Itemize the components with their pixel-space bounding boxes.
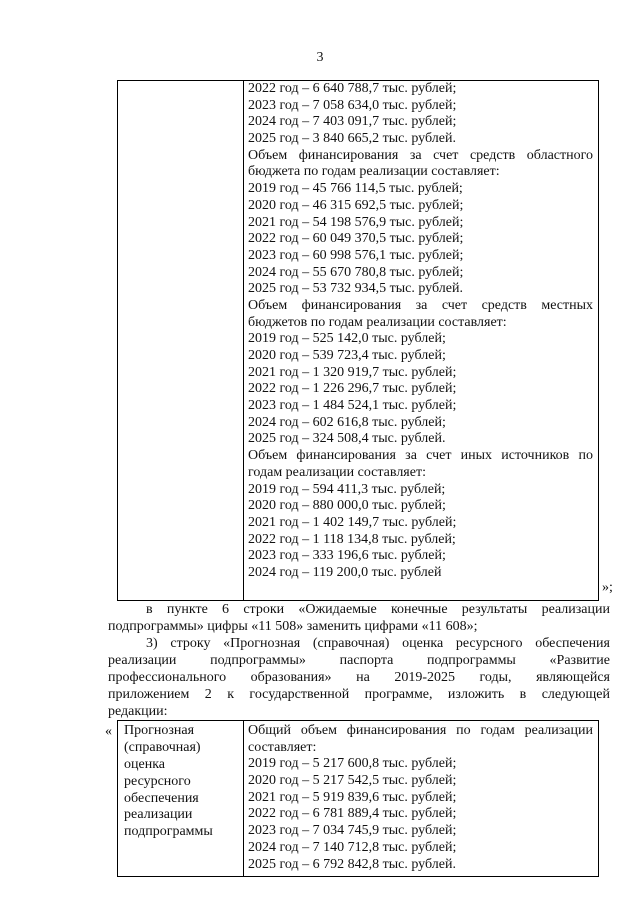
funding-text-cell bbox=[244, 81, 599, 601]
heading-line: подпрограммы bbox=[124, 824, 213, 840]
paragraph-line: подпрограммы» цифры «11 508» заменить цифрами «11 608»; bbox=[108, 619, 478, 634]
table-left-cell-empty bbox=[118, 81, 244, 601]
text-line: 2024 год – 55 670 780,8 тыс. рублей; bbox=[248, 264, 464, 280]
text-line: Объем финансирования за счет средств местных bbox=[248, 297, 593, 313]
heading-line: (справочная) bbox=[124, 739, 201, 755]
text-line: 2019 год – 5 217 600,8 тыс. рублей; bbox=[248, 756, 457, 772]
text-line: 2023 год – 333 196,6 тыс. рублей; bbox=[248, 548, 446, 564]
heading-line: реализации bbox=[124, 807, 193, 823]
text-line: бюджетов по годам реализации составляет: bbox=[248, 314, 507, 330]
funding-text-cell bbox=[244, 721, 599, 877]
text-line: 2022 год – 60 049 370,5 тыс. рублей; bbox=[248, 231, 464, 247]
text-line: 2021 год – 54 198 576,9 тыс. рублей; bbox=[248, 214, 464, 230]
text-line: 2025 год – 6 792 842,8 тыс. рублей. bbox=[248, 856, 456, 872]
text-line: 2019 год – 594 411,3 тыс. рублей; bbox=[248, 481, 446, 497]
text-line: 2023 год – 7 058 634,0 тыс. рублей; bbox=[248, 97, 457, 113]
text-line: 2020 год – 880 000,0 тыс. рублей; bbox=[248, 498, 446, 514]
text-line: 2024 год – 7 140 712,8 тыс. рублей; bbox=[248, 839, 457, 855]
text-line: 2022 год – 1 118 134,8 тыс. рублей; bbox=[248, 531, 456, 547]
text-line: 2022 год – 6 781 889,4 тыс. рублей; bbox=[248, 806, 457, 822]
row-heading-cell bbox=[118, 721, 244, 877]
text-line: 2020 год – 539 723,4 тыс. рублей; bbox=[248, 348, 446, 363]
opening-quote-mark: « bbox=[105, 724, 112, 739]
paragraph-item-6-change bbox=[108, 601, 610, 635]
page-number: 3 bbox=[316, 50, 324, 65]
text-line: 2021 год – 1 402 149,7 тыс. рублей; bbox=[248, 514, 457, 530]
paragraph-line: приложением 2 к государственной программе, изложить в следующей bbox=[108, 687, 610, 702]
text-line: 2025 год – 324 508,4 тыс. рублей. bbox=[248, 431, 446, 447]
text-line: 2022 год – 6 640 788,7 тыс. рублей; bbox=[248, 81, 457, 96]
text-line: 2019 год – 525 142,0 тыс. рублей; bbox=[248, 331, 446, 347]
text-line: Объем финансирования за счет иных источников по bbox=[248, 448, 593, 464]
text-line: бюджета по годам реализации составляет: bbox=[248, 164, 500, 180]
text-line: Объем финансирования за счет средств областного bbox=[248, 147, 593, 163]
heading-line: ресурсного bbox=[124, 773, 191, 789]
text-line: 2025 год – 53 732 934,5 тыс. рублей. bbox=[248, 281, 463, 297]
text-line: 2024 год – 7 403 091,7 тыс. рублей; bbox=[248, 114, 457, 130]
paragraph-item-3 bbox=[108, 635, 610, 720]
paragraph-line: профессионального образования» на 2019-2025 годы, являющейся bbox=[108, 670, 610, 685]
text-line: 2023 год – 7 034 745,9 тыс. рублей; bbox=[248, 823, 457, 839]
text-line: годам реализации составляет: bbox=[248, 464, 426, 480]
paragraph-line: 3) строку «Прогнозная (справочная) оценка ресурсного обеспечения bbox=[146, 636, 610, 651]
text-line: 2023 год – 60 998 576,1 тыс. рублей; bbox=[248, 247, 464, 263]
text-line: 2024 год – 602 616,8 тыс. рублей; bbox=[248, 414, 446, 430]
heading-line: оценка bbox=[124, 756, 166, 772]
text-line: 2021 год – 1 320 919,7 тыс. рублей; bbox=[248, 364, 457, 380]
paragraph-line: в пункте 6 строки «Ожидаемые конечные результаты реализации bbox=[146, 602, 610, 617]
text-line: 2025 год – 3 840 665,2 тыс. рублей. bbox=[248, 131, 456, 147]
text-line: 2023 год – 1 484 524,1 тыс. рублей; bbox=[248, 398, 457, 414]
heading-line: обеспечения bbox=[124, 790, 199, 806]
funding-table-continued bbox=[117, 80, 599, 601]
text-line: 2019 год – 45 766 114,5 тыс. рублей; bbox=[248, 181, 463, 197]
text-line: 2021 год – 5 919 839,6 тыс. рублей; bbox=[248, 789, 457, 805]
text-line: Общий объем финансирования по годам реализации bbox=[248, 723, 593, 738]
text-line: составляет: bbox=[248, 739, 317, 755]
forecast-funding-table bbox=[117, 720, 599, 877]
paragraph-line: реализации подпрограммы» паспорта подпрограммы «Развитие bbox=[108, 653, 610, 668]
text-line: 2020 год – 5 217 542,5 тыс. рублей; bbox=[248, 773, 457, 789]
text-line: 2020 год – 46 315 692,5 тыс. рублей; bbox=[248, 197, 464, 213]
heading-line: Прогнозная bbox=[124, 723, 195, 738]
text-line: 2022 год – 1 226 296,7 тыс. рублей; bbox=[248, 381, 457, 397]
text-line: 2024 год – 119 200,0 тыс. рублей bbox=[248, 564, 442, 580]
paragraph-line: редакции: bbox=[108, 704, 168, 719]
closing-quote-mark: »; bbox=[602, 580, 613, 595]
